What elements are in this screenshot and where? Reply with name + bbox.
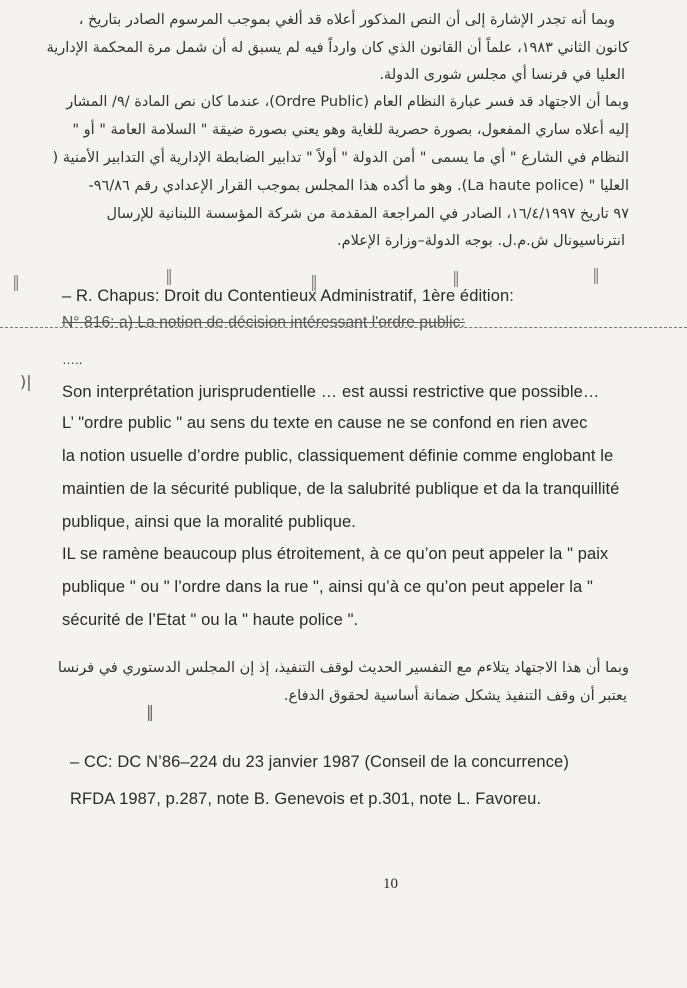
arabic-para-2-line-2: إليه أعلاه ساري المفعول، بصورة حصرية للغاية وهو يعني بصورة ضيقة " السلامة العامة " أو " bbox=[72, 122, 629, 138]
margin-mark: ‖ bbox=[592, 265, 600, 284]
margin-mark: ‖ bbox=[310, 272, 318, 291]
quote-line-4: maintien de la sécurité publique, de la salubrité publique et da la tranquillité bbox=[62, 480, 620, 498]
margin-mark: ‖ bbox=[12, 272, 20, 291]
quote-line-5: publique, ainsi que la moralité publique. bbox=[62, 513, 356, 531]
page-number: 10 bbox=[383, 876, 398, 892]
arabic-para-3-line-1: وبما أن هذا الاجتهاد يتلاءم مع التفسير الحديث لوقف التنفيذ، إذ إن المجلس الدستوري في فرنسا bbox=[57, 660, 629, 676]
arabic-para-2-line-6: انترناسيونال ش.م.ل. بوجه الدولة–وزارة الإعلام. bbox=[337, 233, 625, 249]
arabic-para-1-line-2: كانون الثاني ١٩٨٣، علماً أن القانون الذي كان وارداً فيه لم يسبق له أن شمل مرة المحكمة الإدارية bbox=[46, 40, 629, 56]
arabic-para-2-line-4: العليا " (La haute police). وهو ما أكده هذا المجلس بموجب القرار الإعدادي رقم ٩٦/٨٦- bbox=[88, 178, 629, 194]
citation-conseil-constitutionnel: – CC: DC N’86–224 du 23 janvier 1987 (Conseil de la concurrence) bbox=[70, 753, 569, 771]
arabic-para-3-line-2: يعتبر أن وقف التنفيذ يشكل ضمانة أساسية لحقوق الدفاع. bbox=[283, 688, 627, 704]
arabic-para-2-line-3: النظام في الشارع " أي ما يسمى " أمن الدولة " أولاً " تدابير الضابطة الإدارية أي التدابير الأمنية ( bbox=[52, 150, 629, 166]
arabic-para-2-line-1: وبما أن الاجتهاد قد فسر عبارة النظام العام (Ordre Public)، عندما كان نص المادة /٩/ المشار bbox=[66, 94, 629, 110]
quote-line-2: L’ "ordre public " au sens du texte en cause ne se confond en rien avec bbox=[62, 414, 588, 432]
margin-mark: )| bbox=[20, 372, 32, 391]
quote-line-8: sécurité de l’Etat " ou la " haute police ". bbox=[62, 611, 359, 629]
margin-mark: ‖ bbox=[146, 702, 154, 721]
citation-chapus-subheading: N° 816: a) La notion de décision intéressant l'ordre public: bbox=[62, 314, 465, 331]
arabic-para-1-line-3: العليا في فرنسا أي مجلس شورى الدولة. bbox=[379, 67, 625, 83]
margin-mark: ‖ bbox=[165, 266, 173, 285]
citation-chapus: – R. Chapus: Droit du Contentieux Administratif, 1ère édition: bbox=[62, 287, 514, 305]
margin-mark: ‖ bbox=[452, 268, 460, 287]
arabic-para-2-line-5: ٩٧ تاريخ ١٦/٤/١٩٩٧، الصادر في المراجعة المقدمة من شركة المؤسسة اللبنانية للإرسال bbox=[106, 206, 629, 222]
quote-line-7: publique " ou " l’ordre dans la rue ", ainsi qu’à ce qu’on peut appeler la " bbox=[62, 578, 593, 596]
citation-rfda: RFDA 1987, p.287, note B. Genevois et p.301, note L. Favoreu. bbox=[70, 790, 542, 808]
quote-line-6: IL se ramène beaucoup plus étroitement, à ce qu’on peut appeler la " paix bbox=[62, 545, 609, 563]
arabic-para-1-line-1: وبما أنه تجدر الإشارة إلى أن النص المذكور أعلاه قد ألغي بموجب المرسوم الصادر بتاريخ ، bbox=[78, 12, 615, 28]
quote-line-1: Son interprétation jurisprudentielle … est aussi restrictive que possible… bbox=[62, 383, 600, 401]
quote-line-3: la notion usuelle d’ordre public, classiquement définie comme englobant le bbox=[62, 447, 614, 465]
ellipsis: ….. bbox=[62, 352, 83, 367]
